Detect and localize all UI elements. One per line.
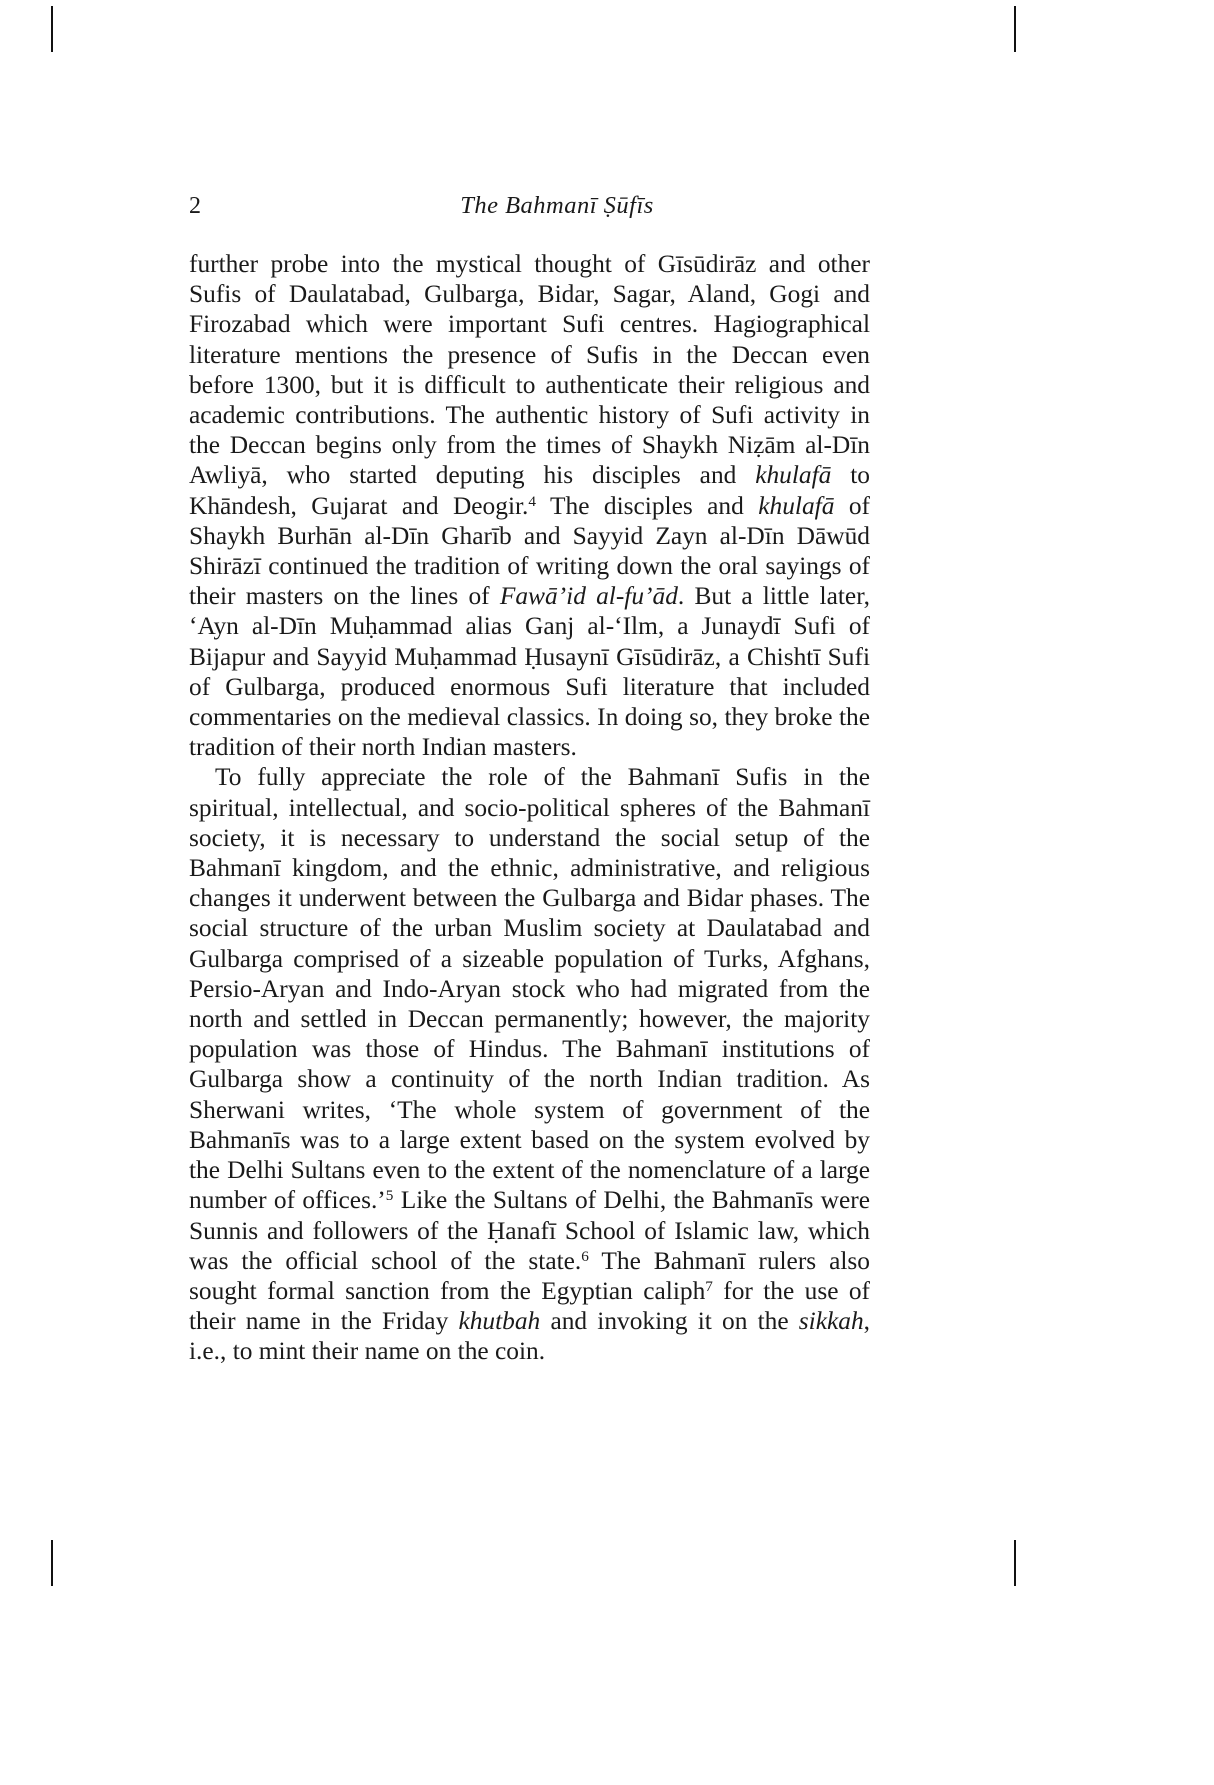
running-head-title: The Bahmanī Ṣūfīs xyxy=(460,192,654,219)
italic-term: Fawā’id al-fu’ād xyxy=(499,582,678,611)
italic-term: khulafā xyxy=(755,461,832,490)
page-number: 2 xyxy=(189,193,202,219)
running-head xyxy=(189,190,869,222)
para-1: further probe into the mystical thought of Gīsūdirāz and other Sufis of Daulatabad, Gulbarga, Bidar, Sagar, Aland, Gogi and Firozabad which were important Sufi centres. Hagiographical literature mentions the presence of Sufis in the Deccan even before 1300, but it is difficult to authenticate their religious and academic contributions. The authentic history of Sufi activity in the Deccan begins only from the times of Shaykh Niẓām al-Dīn Awliyā, who started deputing his disciples and khulafā to Khāndesh, Gujarat and Deogir.$^4$ The disciples and khulafā of Shaykh Burhān al-Dīn Gharīb and Sayyid Zayn al-Dīn Dāwūd Shirāzī continued the tradition of writing down the oral sayings of their masters on the lines of Fawā’id al-fu’ād. But a little later, ‘Ayn al-Dīn Muḥammad alias Ganj al-‘Ilm, a Junaydī Sufi of Bijapur and Sayyid Muḥammad Ḥusaynī Gīsūdirāz, a Chishtī Sufi of Gulbarga, produced enormous Sufi literature that included commentaries on the medieval classics. In doing so, they broke the tradition of their north Indian masters. xyxy=(189,250,870,762)
footnote-marker[interactable]: 4 xyxy=(528,492,537,510)
crop-mark-bottom-right xyxy=(1014,1540,1016,1586)
italic-term: sikkah xyxy=(798,1307,864,1336)
italic-term: khutbah xyxy=(458,1307,541,1336)
crop-mark-top-left xyxy=(51,6,53,52)
italic-term: khulafā xyxy=(758,491,835,520)
body-text-column xyxy=(189,249,870,1367)
footnote-marker[interactable]: 6 xyxy=(581,1247,589,1265)
footnote-marker[interactable]: 5 xyxy=(385,1187,394,1205)
crop-mark-top-right xyxy=(1014,6,1016,52)
footnote-marker[interactable]: 7 xyxy=(705,1277,713,1295)
para-2: To fully appreciate the role of the Bahmanī Sufis in the spiritual, intellectual, and socio-political spheres of the Bahmanī society, it is necessary to understand the social setup of the Bahmanī kingdom, and the ethnic, administrative, and religious changes it underwent between the Gulbarga and Bidar phases. The social structure of the urban Muslim society at Daulatabad and Gulbarga comprised of a sizeable population of Turks, Afghans, Persio-Aryan and Indo-Aryan stock who had migrated from the north and settled in Deccan permanently; however, the majority population was those of Hindus. The Bahmanī institutions of Gulbarga show a continuity of the north Indian tradition. As Sherwani writes, ‘The whole system of government of the Bahmanīs was to a large extent based on the system evolved by the Delhi Sultans even to the extent of the nomenclature of a large number of offices.’$^5$ Like the Sultans of Delhi, the Bahmanīs were Sunnis and followers of the Ḥanafī School of Islamic law, which was the official school of the state.$^6$ The Bahmanī rulers also sought formal sanction from the Egyptian caliph$^7$ for the use of their name in the Friday khutbah and invoking it on the sikkah, i.e., to mint their name on the coin. xyxy=(189,763,871,1366)
crop-mark-bottom-left xyxy=(51,1540,53,1586)
